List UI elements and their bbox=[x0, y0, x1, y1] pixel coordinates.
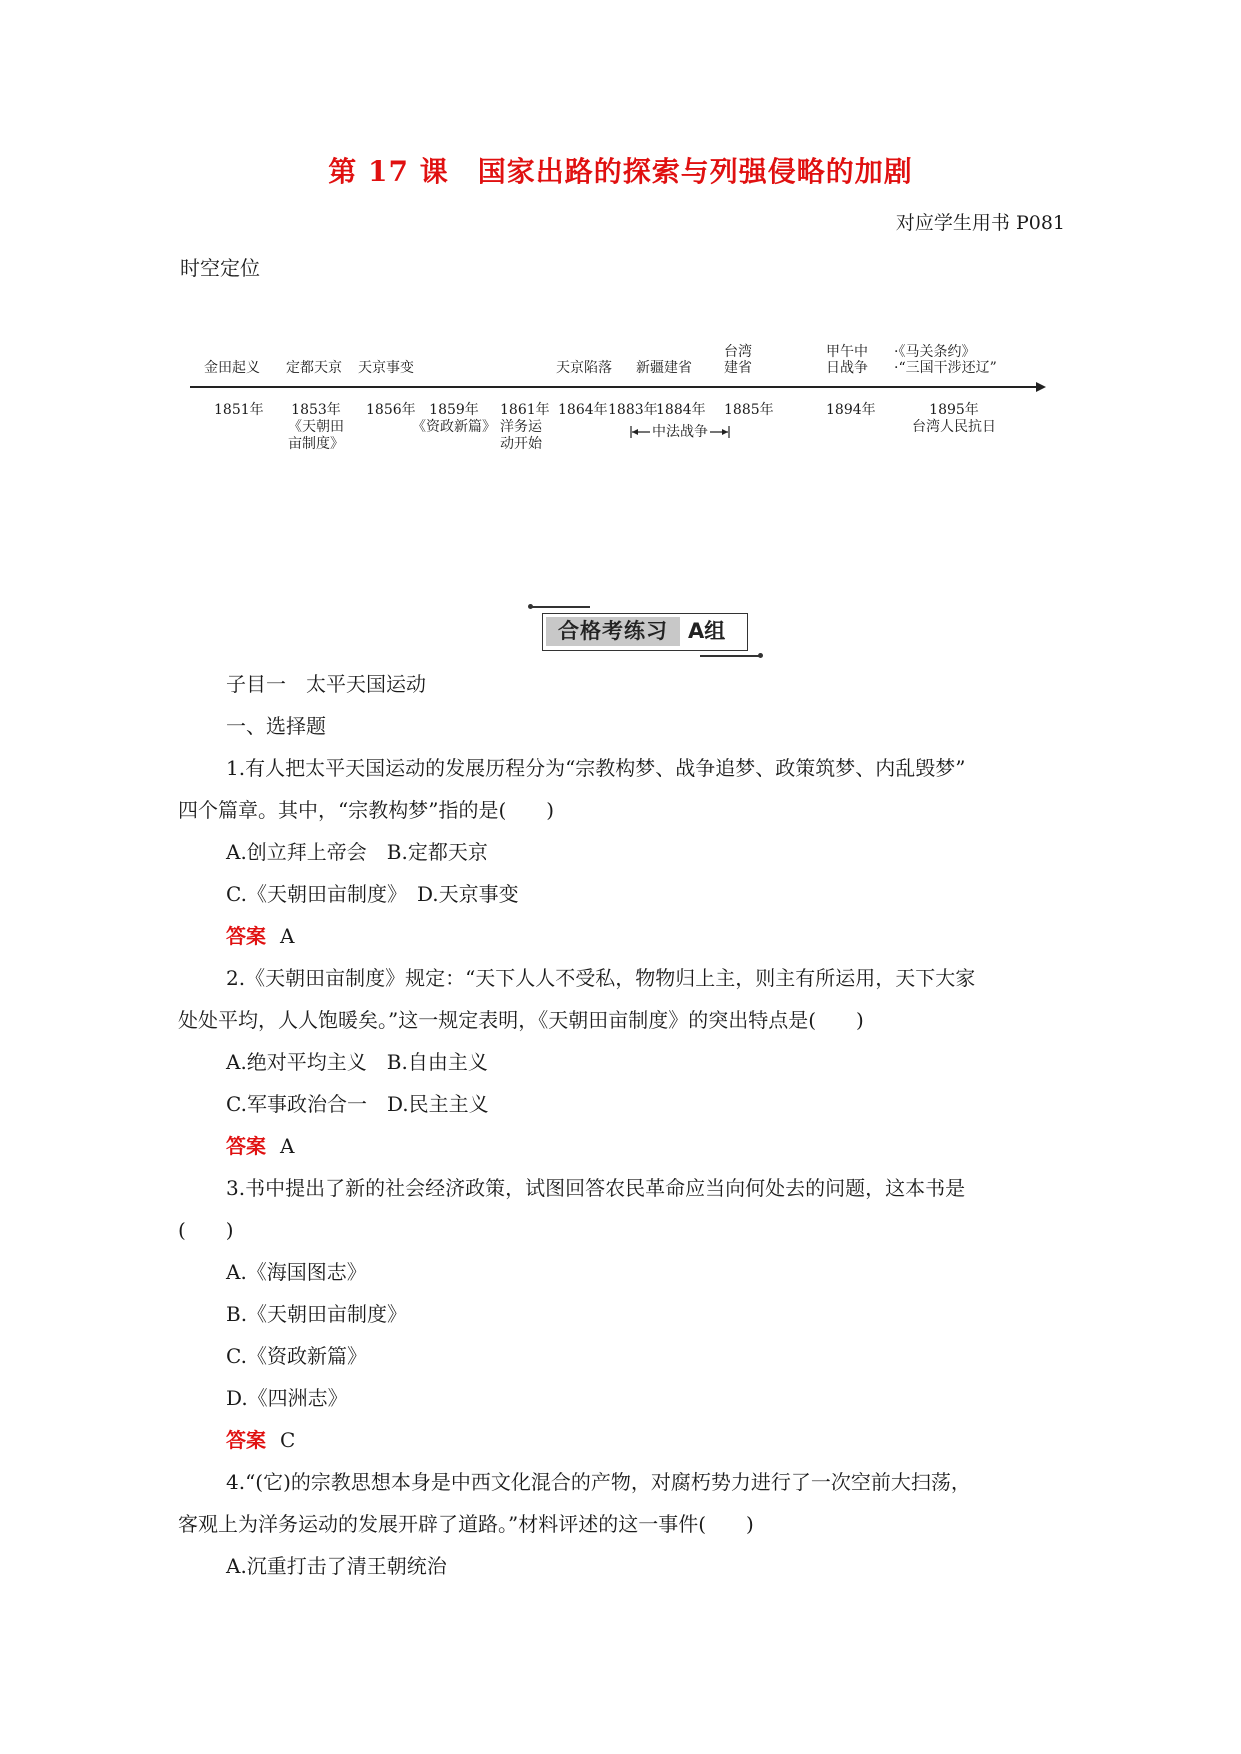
subsection-heading: 子目一 太平天国运动 bbox=[226, 672, 426, 696]
timeline-event: 金田起义 bbox=[204, 360, 260, 376]
question-3-option-d: D.《四洲志》 bbox=[226, 1386, 348, 1410]
question-3-answer bbox=[226, 1424, 295, 1453]
answer-value: C bbox=[280, 1428, 296, 1452]
timeline bbox=[190, 338, 1050, 468]
question-2-answer bbox=[226, 1130, 294, 1159]
banner-decor-dot bbox=[528, 604, 533, 609]
answer-value: A bbox=[280, 924, 295, 948]
practice-banner bbox=[540, 606, 750, 656]
timeline-date: 1853年 《天朝田 亩制度》 bbox=[288, 402, 344, 452]
timeline-date: 1861年 洋务运 动开始 bbox=[500, 402, 550, 452]
question-4-line-1: 4.“(它)的宗教思想本身是中西文化混合的产物，对腐朽势力进行了一次空前大扫荡， bbox=[226, 1470, 971, 1494]
banner-decor-line bbox=[530, 606, 590, 608]
question-type-heading: 一、选择题 bbox=[226, 714, 326, 738]
question-2-options-row-1: A.绝对平均主义 B.自由主义 bbox=[226, 1050, 488, 1074]
question-1-options-row-2: C.《天朝田亩制度》 D.天京事变 bbox=[226, 882, 519, 906]
timeline-date: 1884年 bbox=[656, 402, 706, 418]
timeline-date: 1859年 《资政新篇》 bbox=[412, 402, 496, 435]
answer-label: 答案 bbox=[226, 1428, 266, 1452]
answer-label: 答案 bbox=[226, 1134, 266, 1158]
timeline-date: 1883年 bbox=[608, 402, 658, 418]
question-3-option-a: A.《海国图志》 bbox=[226, 1260, 367, 1284]
answer-value: A bbox=[280, 1134, 295, 1158]
sino-french-war-label: 中法战争 bbox=[652, 424, 708, 440]
banner-decor-dot bbox=[758, 653, 763, 658]
timeline-date: 1864年 bbox=[558, 402, 608, 418]
banner-title: 合格考练习 bbox=[558, 619, 668, 643]
timeline-date: 1895年 台湾人民抗日 bbox=[912, 402, 996, 435]
question-3-option-b: B.《天朝田亩制度》 bbox=[226, 1302, 408, 1326]
question-1-answer bbox=[226, 920, 294, 949]
question-2-line-2: 处处平均，人人饱暖矣。”这一规定表明，《天朝田亩制度》的突出特点是( ) bbox=[178, 1008, 864, 1032]
timeline-event: 甲午中 日战争 bbox=[826, 344, 868, 376]
page-title: 第 17 课 国家出路的探索与列强侵略的加剧 bbox=[328, 155, 913, 188]
timeline-arrowhead bbox=[1036, 382, 1046, 392]
timeline-date: 1894年 bbox=[826, 402, 876, 418]
timeline-axis bbox=[190, 386, 1038, 388]
timeline-date: 1856年 bbox=[366, 402, 416, 418]
question-3-line-1: 3.书中提出了新的社会经济政策，试图回答农民革命应当向何处去的问题，这本书是 bbox=[226, 1176, 966, 1200]
banner-group: A组 bbox=[688, 619, 726, 643]
timeline-event: 天京事变 bbox=[358, 360, 414, 376]
timeline-event: 台湾 建省 bbox=[724, 344, 752, 376]
timeline-event: 天京陷落 bbox=[556, 360, 612, 376]
question-2-options-row-2: C.军事政治合一 D.民主主义 bbox=[226, 1092, 489, 1116]
question-4-line-2: 客观上为洋务运动的发展开辟了道路。”材料评述的这一事件( ) bbox=[178, 1512, 754, 1536]
question-1-options-row-1: A.创立拜上帝会 B.定都天京 bbox=[226, 840, 488, 864]
timeline-event: 新疆建省 bbox=[636, 360, 692, 376]
timeline-event: ·《马关条约》 ·“三国干涉还辽” bbox=[894, 344, 997, 376]
question-2-line-1: 2.《天朝田亩制度》规定：“天下人人不受私，物物归上主，则主有所运用，天下大家 bbox=[226, 966, 976, 990]
question-3-option-c: C.《资政新篇》 bbox=[226, 1344, 367, 1368]
question-1-line-2: 四个篇章。其中，“宗教构梦”指的是( ) bbox=[178, 798, 555, 822]
textbook-reference: 对应学生用书 P081 bbox=[895, 212, 1065, 234]
question-1-line-1: 1.有人把太平天国运动的发展历程分为“宗教构梦、战争追梦、政策筑梦、内乱毁梦” bbox=[226, 756, 966, 780]
question-4-option-a: A.沉重打击了清王朝统治 bbox=[226, 1554, 447, 1578]
timeline-date: 1885年 bbox=[724, 402, 774, 418]
section-heading: 时空定位 bbox=[180, 256, 260, 280]
timeline-date: 1851年 bbox=[214, 402, 264, 418]
timeline-event: 定都天京 bbox=[286, 360, 342, 376]
question-3-line-2: ( ) bbox=[178, 1218, 234, 1242]
banner-decor-line bbox=[700, 655, 760, 657]
answer-label: 答案 bbox=[226, 924, 266, 948]
